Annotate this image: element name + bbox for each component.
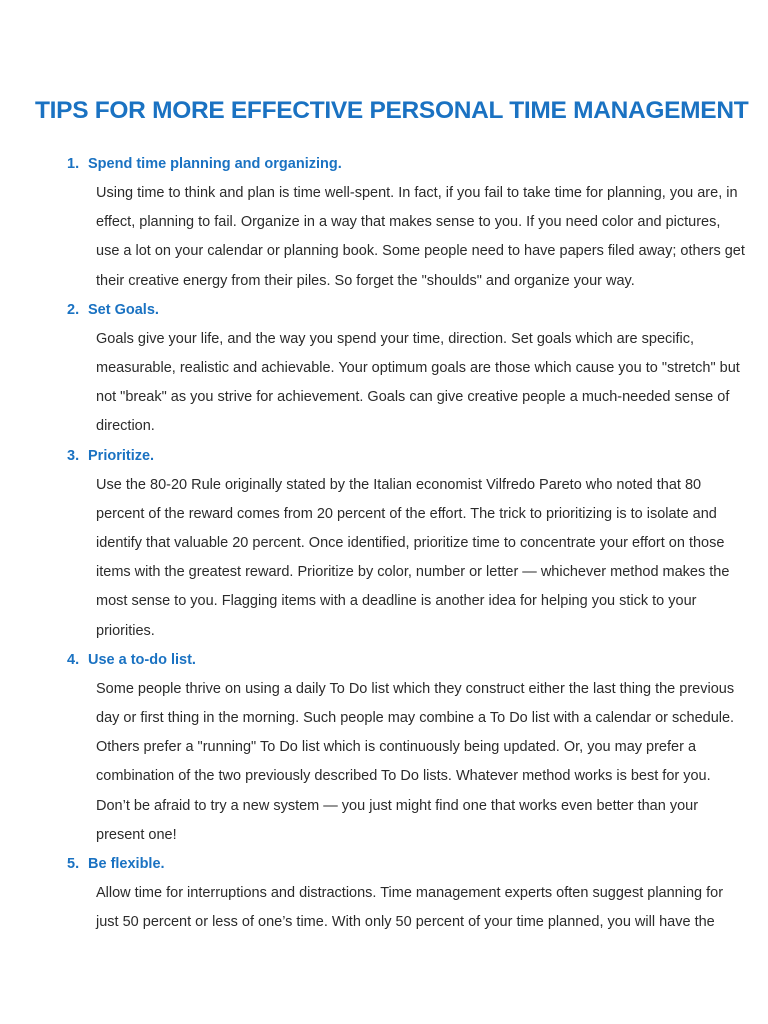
list-item — [0, 646, 768, 850]
tip-body: Use the 80-20 Rule originally stated by the Italian economist Vilfredo Pareto who noted that 80 percent of the reward comes from 20 percent of the effort. The trick to prioritizing is to isolate and identify that valuable 20 percent. Once identified, prioritize time to concentrate your effort on those items with the greatest reward. Prioritize by color, number or letter — whichever method makes the most sense to you. Flagging items with a deadline is another idea for helping you stick to your priorities. — [96, 476, 730, 639]
tip-number: 2. — [67, 301, 80, 318]
tip-heading-row — [0, 150, 768, 179]
tip-number: 1. — [67, 156, 80, 172]
tip-body: Goals give your life, and the way you spend your time, direction. Set goals which are specific, measurable, realistic and achievable. Your optimum goals are those which cause you to "stretch" but not "break" as you strive for achievement. Goals can give creative people a much-needed sense of direction. — [96, 330, 740, 435]
tip-heading-row — [0, 646, 768, 675]
tip-heading: Spend time planning and organizing. — [88, 156, 342, 172]
list-item — [0, 442, 768, 646]
tip-heading: Use a to-do list. — [88, 651, 196, 668]
tip-number: 4. — [67, 651, 80, 668]
tip-heading-row — [0, 442, 768, 471]
tip-heading-row — [0, 850, 768, 879]
list-item — [0, 850, 768, 937]
tip-heading-row — [0, 296, 768, 325]
list-item — [0, 296, 768, 442]
tip-number: 3. — [67, 447, 80, 464]
page-title: TIPS FOR MORE EFFECTIVE PERSONAL TIME MANAGEMENT — [35, 97, 749, 124]
tip-number: 5. — [67, 856, 80, 873]
list-item — [0, 150, 768, 296]
tip-heading: Prioritize. — [88, 447, 155, 464]
tips-list — [0, 150, 768, 937]
tip-heading: Set Goals. — [88, 301, 159, 318]
tip-body: Allow time for interruptions and distractions. Time management experts often suggest planning for just 50 percent or less of one’s time. With only 50 percent of your time planned, you will have the — [96, 885, 724, 931]
tip-body: Using time to think and plan is time well-spent. In fact, if you fail to take time for planning, you are, in effect, planning to fail. Organize in a way that makes sense to you. If you need color and pictures, use a lot on your calendar or planning book. Some people need to have papers filed away; others get their creative energy from their piles. So forget the "shoulds" and organize your way. — [96, 185, 745, 289]
tip-body: Some people thrive on using a daily To Do list which they construct either the last thing the previous day or first thing in the morning. Such people may combine a To Do list with a calendar or schedule. Others prefer a "running" To Do list which is continuously being updated. Or, you may prefer a combination of the two previously described To Do lists. Whatever method works is best for you. Don’t be afraid to try a new system — you just might find one that works even better than your present one! — [96, 680, 735, 843]
tip-heading: Be flexible. — [88, 856, 165, 873]
